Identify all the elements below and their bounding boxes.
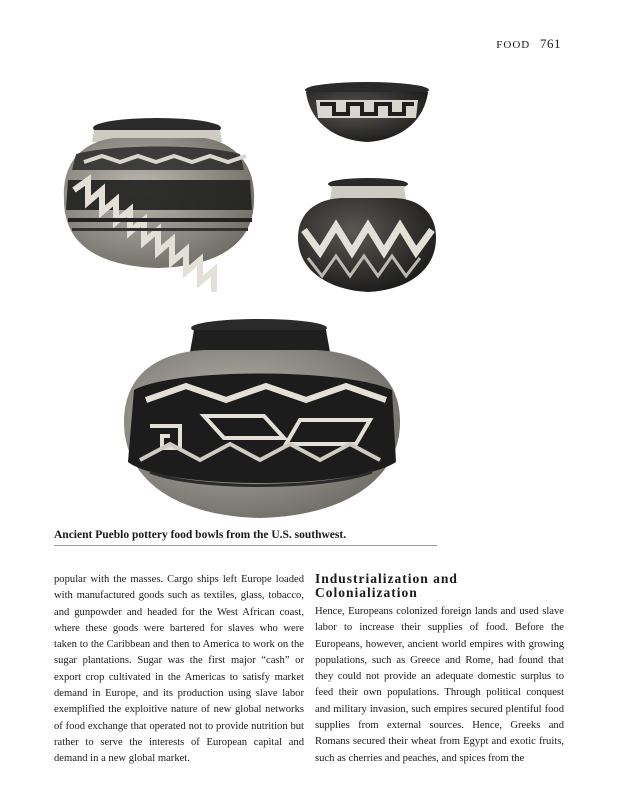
left-column bbox=[54, 572, 304, 768]
right-column bbox=[315, 572, 564, 767]
running-head bbox=[496, 36, 561, 52]
section-heading: Industrialization and Colonialization bbox=[315, 571, 458, 600]
figure-caption: Ancient Pueblo pottery food bowls from the U.S. southwest. bbox=[54, 529, 437, 546]
pueblo-pottery-photo-icon bbox=[54, 70, 564, 530]
pot-middle-right bbox=[298, 178, 436, 292]
pottery-figure bbox=[54, 70, 564, 530]
bowl-top-right bbox=[305, 82, 429, 142]
pot-large-bottom bbox=[124, 319, 400, 518]
running-head-section: FOOD bbox=[496, 39, 531, 51]
page-number: 761 bbox=[540, 36, 561, 51]
pot-upper-left bbox=[64, 118, 254, 292]
left-column-paragraph: popular with the masses. Cargo ships left Europe loaded with manufactured goods such as textiles, glass, tobacco, and gunpowder and headed for the West African coast, where these goods were bartered for slaves who were taken to the Caribbean and then to America to work on the sugar plantations. Sugar was the first major “cash” or export crop cultivated in the Americas to satisfy market demand in Europe, and its production using slave labor exemplified the exploitive nature of new global networks of food exchange that operated not to provide nutrition but rather to serve the interests of European capital and demand in a new global market. bbox=[54, 574, 304, 765]
right-column-paragraph: Hence, Europeans colonized foreign lands and used slave labor to increase their supplies of food. Before the Europeans, however, ancient world empires with growing populations, such as Greece and Rome, had found that they could not provide an adequate domestic surplus to feed their own populations. Through political conquest and military invasion, such empires secured plentiful food supplies from external sources. Hence, Greeks and Romans secured their wheat from Egypt and exotic fruits, such as cherries and peaches, and spices from the bbox=[315, 606, 564, 764]
